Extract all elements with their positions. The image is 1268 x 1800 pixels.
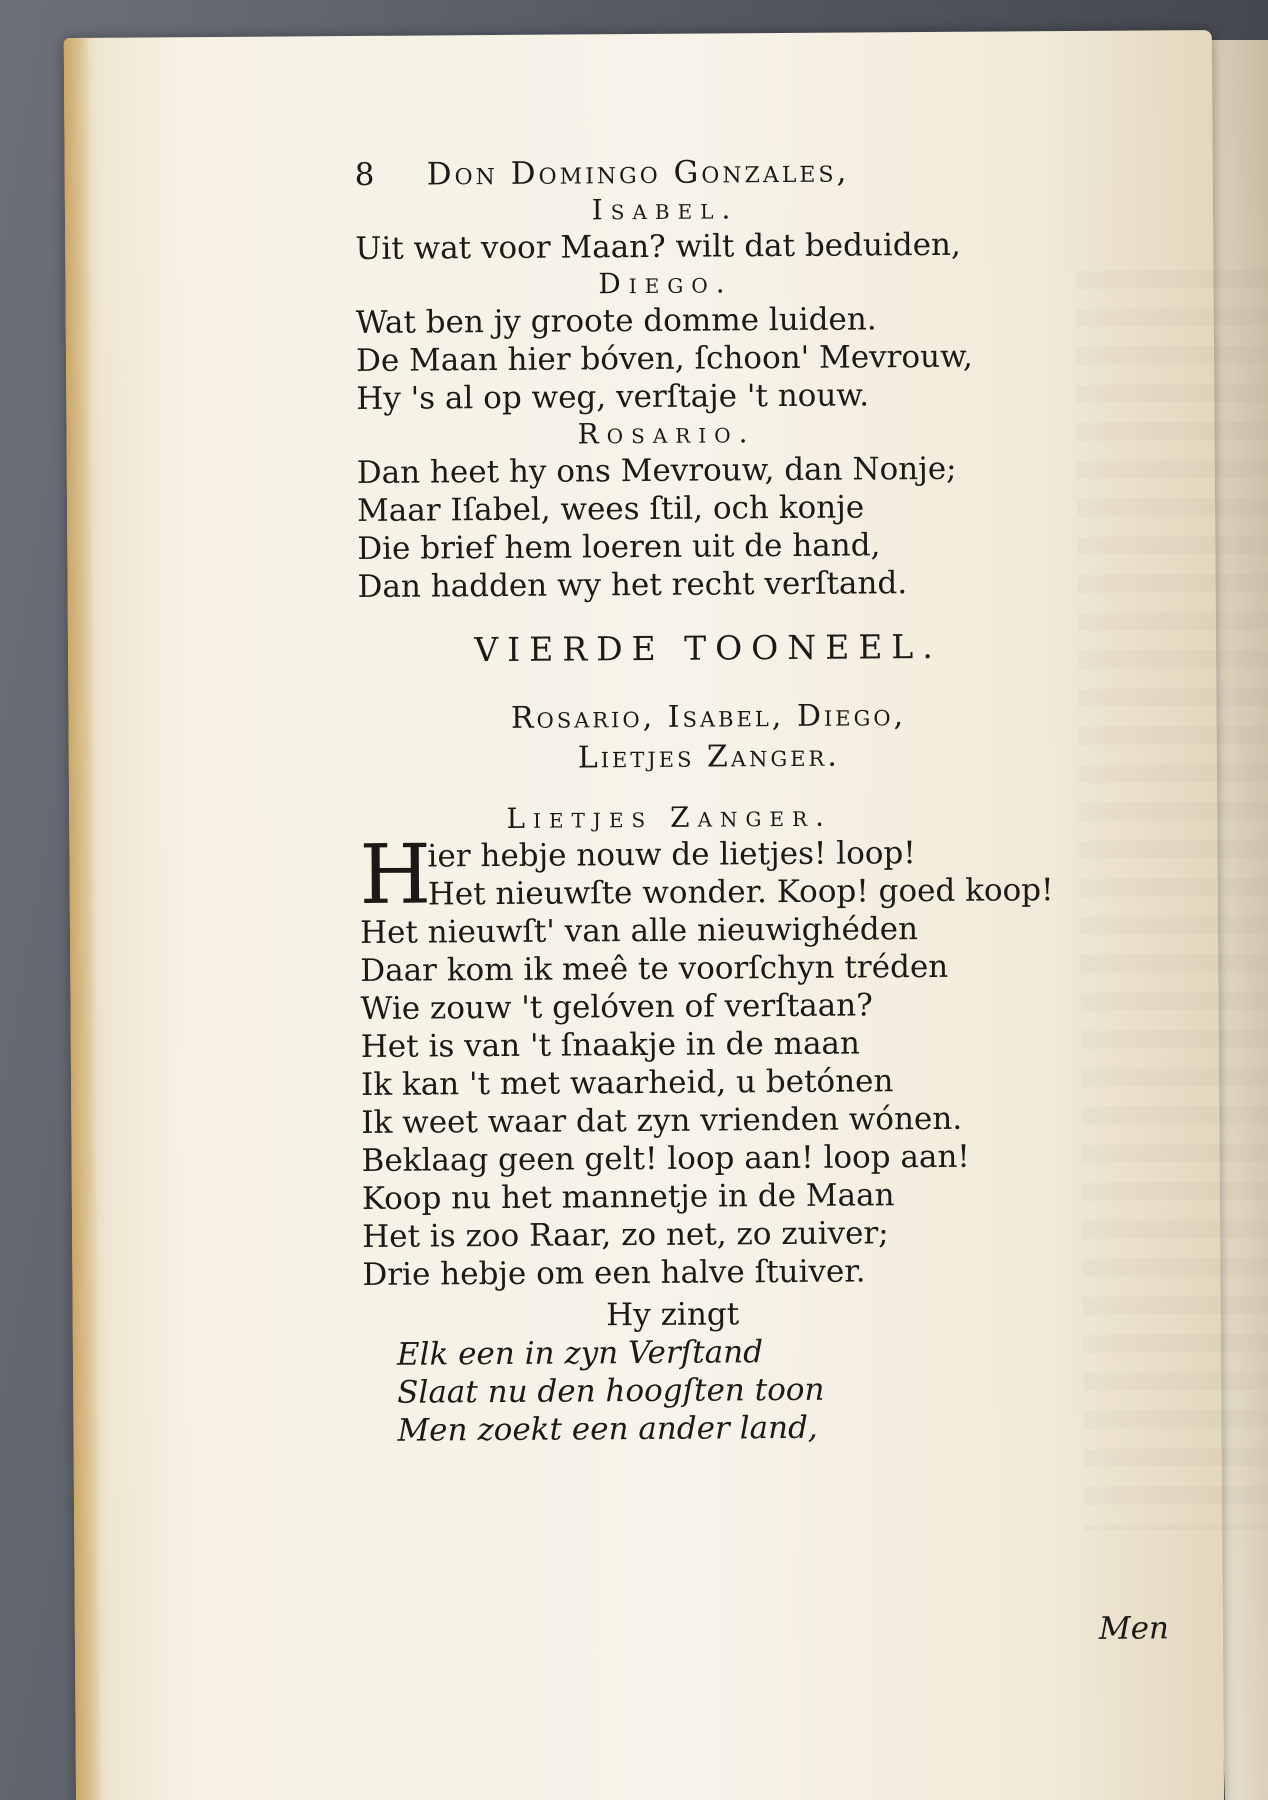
song-line: Men zoekt een ander land, [397, 1409, 818, 1449]
verse-line: ier hebje nouw de lietjes! loop! [427, 835, 916, 875]
drop-cap: H [359, 827, 432, 923]
verse-line: Wat ben jy groote domme luiden. [355, 301, 877, 341]
running-head [355, 150, 1175, 194]
verse-line: Het is zoo Raar, zo net, zo zuiver; [362, 1215, 889, 1255]
page-edge-stain [64, 38, 102, 1800]
cast-line: Rosario, Isabel, Diego, [510, 698, 907, 736]
verse-line: Drie hebje om een halve ſtuiver. [362, 1253, 866, 1293]
stage-direction: Hy zingt [606, 1296, 740, 1334]
verse-line: Daar kom ik meê te voorſchyn tréden [360, 948, 949, 989]
verse-line: Ik weet waar dat zyn vrienden wónen. [361, 1100, 963, 1141]
speaker-isabel: Isabel. [591, 192, 739, 227]
verse-line: Maar Iſabel, wees ſtil, och konje [356, 489, 865, 529]
book-page [64, 30, 1224, 1800]
verse-line: Hy 's al op weg, verſtaje 't nouw. [356, 377, 870, 417]
verse-line: Die brief hem loeren uit de hand, [357, 527, 881, 567]
speaker-diego: Diego. [598, 266, 733, 301]
song-line: Slaat nu den hoogſten toon [397, 1371, 825, 1411]
verse-line: De Maan hier bóven, ſchoon' Mevrouw, [355, 338, 973, 379]
scene-title: VIERDE TOONEEL. [474, 626, 942, 670]
cast-line: Lietjes Zanger. [577, 738, 840, 776]
verse-line: Dan heet hy ons Mevrouw, dan Nonje; [356, 450, 957, 491]
page-number: 8 [354, 156, 375, 194]
speaker-lietjes-zanger: Lietjes Zanger. [506, 799, 833, 835]
page-text [355, 150, 1184, 1450]
verse-line: Beklaag geen gelt! loop aan! loop aan! [361, 1138, 970, 1179]
verse-line: Wie zouw 't gelóven of verſtaan? [360, 987, 873, 1027]
verse-line: Het nieuwſte wonder. Koop! goed koop! [427, 872, 1054, 913]
verse-line: Het nieuwſt' van alle nieuwighéden [359, 911, 919, 951]
verse-line: Dan hadden wy het recht verſtand. [357, 565, 908, 605]
opening-lines [359, 827, 1180, 923]
verse-line: Koop nu het mannetje in de Maan [361, 1177, 895, 1217]
verse-line: Ik kan 't met waarheid, u betónen [360, 1063, 894, 1103]
cast-list [358, 695, 1059, 780]
catchword: Men [1098, 1610, 1170, 1647]
verse-line: Uit wat voor Maan? wilt dat beduiden, [355, 226, 961, 267]
speaker-rosario: Rosario. [577, 416, 756, 451]
verse-line: Het is van 't ſnaakje in de maan [360, 1025, 861, 1065]
song-line: Elk een in zyn Verſtand [396, 1334, 764, 1373]
running-title: Don Domingo Gonzales, [426, 153, 850, 193]
